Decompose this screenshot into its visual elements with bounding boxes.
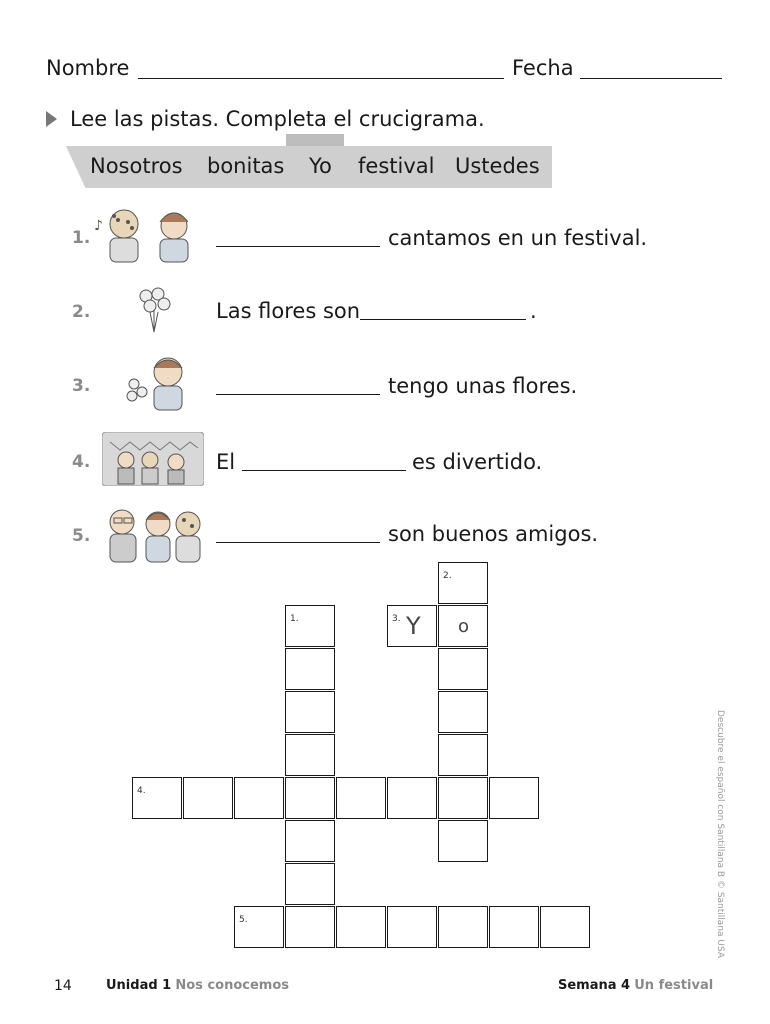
word-bank-item: bonitas xyxy=(207,154,285,178)
crossword-letter: o xyxy=(458,616,470,637)
name-label: Nombre xyxy=(46,56,130,80)
crossword-cell[interactable] xyxy=(489,906,539,948)
children-singing-illustration xyxy=(94,204,204,266)
crossword-cell[interactable] xyxy=(387,906,437,948)
word-bank-item: Ustedes xyxy=(455,154,540,178)
date-line[interactable] xyxy=(580,78,722,79)
crossword-clue-number: 1. xyxy=(290,614,299,624)
crossword-cell[interactable] xyxy=(183,777,233,819)
flowers-illustration xyxy=(134,286,174,336)
crossword-cell[interactable] xyxy=(285,820,335,862)
sentence-text: es divertido. xyxy=(412,450,543,474)
crossword-cell[interactable] xyxy=(438,906,488,948)
crossword-cell[interactable] xyxy=(438,562,488,604)
sentence-text: . xyxy=(530,299,537,323)
copyright-credit: Descubre el español con Santillana B © Santillana USA xyxy=(715,710,725,959)
sentence-number: 3. xyxy=(72,376,91,396)
unit-label: Unidad 1 xyxy=(106,978,172,993)
instruction-text: Lee las pistas. Completa el crucigrama. xyxy=(70,107,485,131)
crossword-clue-number: 2. xyxy=(443,571,452,581)
crossword-cell[interactable] xyxy=(285,605,335,647)
crossword-cell[interactable] xyxy=(387,777,437,819)
crossword-cell[interactable] xyxy=(540,906,590,948)
crossword-cell[interactable] xyxy=(438,648,488,690)
sentence-text: son buenos amigos. xyxy=(388,522,599,546)
word-bank-item: Nosotros xyxy=(90,154,183,178)
crossword-cell[interactable] xyxy=(132,777,182,819)
crossword-cell[interactable] xyxy=(234,906,284,948)
crossword-cell[interactable] xyxy=(234,777,284,819)
sentence-text: Las flores son xyxy=(216,299,361,323)
crossword-cell[interactable] xyxy=(285,777,335,819)
crossword-cell[interactable] xyxy=(285,648,335,690)
crossword-cell[interactable] xyxy=(438,777,488,819)
page-number: 14 xyxy=(54,978,72,994)
crossword-letter: Y xyxy=(406,612,421,640)
sentence-number: 5. xyxy=(72,526,91,546)
name-line[interactable] xyxy=(138,78,504,79)
friends-illustration xyxy=(104,504,204,566)
word-bank-tab xyxy=(286,134,344,148)
crossword-cell[interactable] xyxy=(438,820,488,862)
week-title: Un festival xyxy=(634,978,714,993)
crossword-cell[interactable] xyxy=(438,734,488,776)
crossword-cell[interactable] xyxy=(285,863,335,905)
word-bank-item: Yo xyxy=(309,154,332,178)
crossword-clue-number: 4. xyxy=(137,786,146,796)
crossword-cell[interactable] xyxy=(489,777,539,819)
svg-text:♪: ♪ xyxy=(94,218,103,234)
crossword-cell[interactable] xyxy=(438,605,488,647)
sentence-text: cantamos en un festival. xyxy=(388,226,648,250)
answer-blank[interactable] xyxy=(360,319,526,320)
festival-scene-illustration xyxy=(102,432,204,486)
sentence-number: 4. xyxy=(72,452,91,472)
crossword-clue-number: 3. xyxy=(392,614,401,624)
answer-blank[interactable] xyxy=(216,246,380,247)
answer-blank[interactable] xyxy=(216,394,380,395)
crossword-cell[interactable] xyxy=(285,734,335,776)
answer-blank[interactable] xyxy=(242,470,406,471)
crossword-cell[interactable] xyxy=(438,691,488,733)
week-label: Semana 4 xyxy=(558,978,631,993)
unit-title: Nos conocemos xyxy=(175,978,290,993)
crossword-clue-number: 5. xyxy=(239,915,248,925)
crossword-cell[interactable] xyxy=(285,691,335,733)
week-info xyxy=(558,978,713,993)
sentence-text: El xyxy=(216,450,236,474)
answer-blank[interactable] xyxy=(216,542,380,543)
girl-with-flowers-illustration xyxy=(124,352,194,412)
arrow-icon xyxy=(46,111,57,127)
sentence-text: tengo unas flores. xyxy=(388,374,578,398)
crossword-cell[interactable] xyxy=(336,777,386,819)
word-bank-item: festival xyxy=(358,154,435,178)
unit-info xyxy=(106,978,289,993)
sentence-number: 2. xyxy=(72,302,91,322)
crossword-cell[interactable] xyxy=(336,906,386,948)
crossword-cell[interactable] xyxy=(285,906,335,948)
crossword-cell[interactable] xyxy=(387,605,437,647)
date-label: Fecha xyxy=(512,56,574,80)
sentence-number: 1. xyxy=(72,228,91,248)
